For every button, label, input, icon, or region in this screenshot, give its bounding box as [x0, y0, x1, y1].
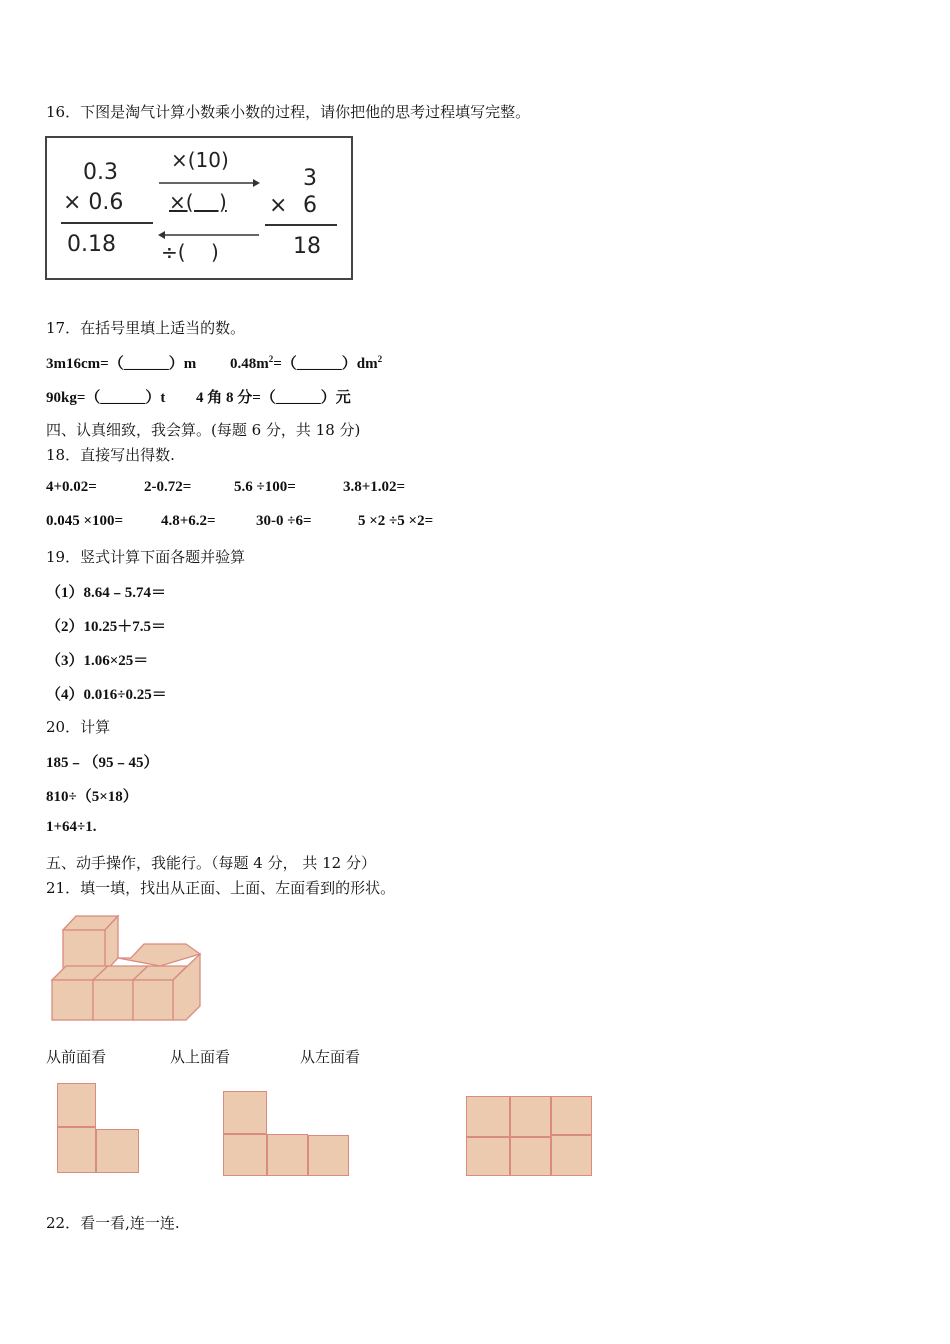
q17-item-1: 3m16cm=（______）m [46, 356, 197, 372]
q16-left-rule [61, 222, 153, 224]
q19-item-4: （4）0.016÷0.25＝ [46, 687, 167, 703]
q16-arrow-middle-label: ×( ) [169, 190, 227, 214]
q21-shape-c-square [466, 1096, 510, 1137]
q20-item-2: 810÷（5×18） [46, 789, 138, 805]
q16-right-rule [265, 224, 337, 226]
q16-right-a: 3 [303, 166, 317, 191]
q20-prompt: 20．计算 [46, 718, 111, 736]
q17-item-2-mid: =（______）dm [273, 356, 378, 372]
q16-left-b: × 0.6 [63, 190, 124, 215]
q21-shape-b-square [308, 1135, 349, 1176]
q19-item-3: （3）1.06×25＝ [46, 653, 149, 669]
q18-r2-4: 5 ×2 ÷5 ×2= [358, 513, 434, 529]
q21-view-front: 从前面看 [46, 1048, 107, 1066]
q16-arrow-bottom-label: ÷( ) [161, 240, 219, 264]
q18-r2-2: 4.8+6.2= [161, 513, 216, 529]
q18-r2-3: 30-0 ÷6= [256, 513, 312, 529]
q16-right-result: 18 [293, 234, 321, 259]
section4-heading: 四、认真细致，我会算。(每题 6 分，共 18 分) [46, 421, 361, 439]
q17-item-3: 90kg=（______）t [46, 390, 166, 406]
q21-shape-c-square [510, 1137, 551, 1176]
q21-shape-c-square [510, 1096, 551, 1137]
q17-item-2-pre: 0.48m [230, 356, 269, 372]
q21-shape-a-square [57, 1083, 96, 1127]
q16-right-times: × [269, 193, 288, 218]
q16-arrow-right-icon [157, 178, 261, 188]
q17-item-2-sup2: 2 [377, 354, 383, 364]
q18-prompt: 18．直接写出得数. [46, 446, 175, 464]
q18-r1-1: 4+0.02= [46, 479, 97, 495]
q19-item-1: （1）8.64﹣5.74＝ [46, 585, 167, 601]
q21-view-top: 从上面看 [170, 1048, 231, 1066]
q21-shape-b-square [223, 1134, 267, 1176]
q21-shape-b-square [267, 1134, 308, 1176]
q18-r1-3: 5.6 ÷100= [234, 479, 296, 495]
q19-prompt: 19．竖式计算下面各题并验算 [46, 548, 246, 566]
q21-cube-stack [48, 910, 208, 1028]
q17-item-2-sup: 2 [268, 354, 274, 364]
q21-prompt: 21．填一填，找出从正面、上面、左面看到的形状。 [46, 879, 396, 897]
q21-view-left: 从左面看 [300, 1048, 361, 1066]
q16-right-b: 6 [303, 193, 317, 218]
q20-item-3: 1+64÷1. [46, 819, 97, 835]
q19-item-2: （2）10.25＋7.5＝ [46, 619, 167, 635]
q21-shape-a-square [96, 1129, 139, 1173]
q22-prompt: 22．看一看,连一连. [46, 1214, 180, 1232]
q16-prompt: 16．下图是淘气计算小数乘小数的过程，请你把他的思考过程填写完整。 [46, 103, 531, 121]
q20-item-1: 185﹣（95﹣45） [46, 755, 159, 771]
q16-left-result: 0.18 [67, 232, 116, 257]
q16-arrow-top-label: ×(10) [171, 148, 229, 172]
q21-shape-c-square [466, 1137, 510, 1176]
q21-shape-c-square [551, 1135, 592, 1176]
q16-arrow-left-icon [157, 230, 261, 240]
q17-prompt: 17．在括号里填上适当的数。 [46, 319, 246, 337]
q18-r2-1: 0.045 ×100= [46, 513, 124, 529]
q21-shape-b-square [223, 1091, 267, 1134]
q16-left-a: 0.3 [83, 160, 118, 185]
q17-item-4: 4 角 8 分=（______）元 [196, 390, 351, 406]
q18-r1-2: 2-0.72= [144, 479, 192, 495]
q16-diagram [45, 136, 353, 280]
q18-r1-4: 3.8+1.02= [343, 479, 406, 495]
q21-shape-c-square [551, 1096, 592, 1135]
section5-heading: 五、动手操作，我能行。（每题 4 分， 共 12 分） [46, 854, 376, 872]
q21-shape-a-square [57, 1127, 96, 1173]
q17-item-2 [230, 352, 382, 373]
